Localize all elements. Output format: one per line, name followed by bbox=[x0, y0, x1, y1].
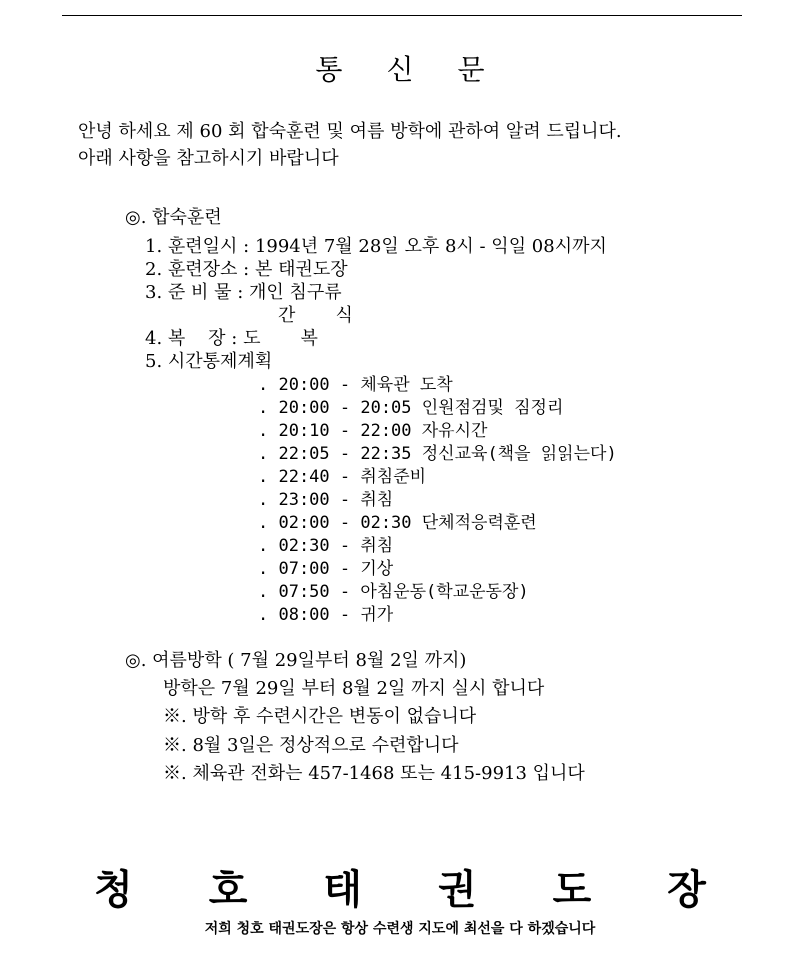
schedule-row: . 02:00 - 02:30 단체적응력훈련 bbox=[258, 513, 537, 533]
vacation-note: ※. 체육관 전화는 457-1468 또는 415-9913 입니다 bbox=[163, 763, 585, 784]
schedule-row: . 20:10 - 22:00 자유시간 bbox=[258, 421, 488, 441]
section-heading-camp: ◎. 합숙훈련 bbox=[125, 207, 222, 228]
vacation-note: ※. 방학 후 수련시간은 변동이 없습니다 bbox=[163, 706, 477, 727]
intro-line-1: 안녕 하세요 제 60 회 합숙훈련 및 여름 방학에 관하여 알려 드립니다. bbox=[78, 121, 622, 142]
schedule-row: . 20:00 - 체육관 도착 bbox=[258, 375, 453, 395]
dojang-name-char: 장 bbox=[667, 867, 706, 913]
intro-line-2: 아래 사항을 참고하시기 바랍니다 bbox=[78, 148, 339, 169]
schedule-row: . 02:30 - 취침 bbox=[258, 536, 394, 556]
section-heading-vacation: ◎. 여름방학 ( 7월 29일부터 8월 2일 까지) bbox=[125, 650, 467, 671]
page-title bbox=[0, 48, 800, 88]
schedule-row: . 07:50 - 아침운동(학교운동장) bbox=[258, 582, 529, 602]
dojang-name-char: 권 bbox=[438, 867, 477, 913]
camp-item-supplies: 3. 준 비 물 : 개인 침구류 bbox=[145, 282, 342, 303]
dojang-name-char: 호 bbox=[208, 867, 248, 913]
vacation-line: 방학은 7월 29일 부터 8월 2일 까지 실시 합니다 bbox=[163, 678, 545, 699]
title-char: 신 bbox=[386, 53, 414, 86]
schedule-row: . 23:00 - 취침 bbox=[258, 490, 394, 510]
camp-item-snacks: 간 식 bbox=[278, 305, 353, 326]
schedule-row: . 22:05 - 22:35 정신교육(책을 읽읽는다) bbox=[258, 444, 617, 464]
schedule-row: . 07:00 - 기상 bbox=[258, 559, 394, 579]
title-char: 문 bbox=[457, 53, 485, 86]
camp-item-schedule-heading: 5. 시간통제계획 bbox=[145, 351, 273, 372]
footer-motto: 저희 청호 태권도장은 항상 수련생 지도에 최선을 다 하겠습니다 bbox=[204, 921, 596, 937]
dojang-name bbox=[0, 858, 800, 915]
schedule-row: . 20:00 - 20:05 인원점검및 짐정리 bbox=[258, 398, 564, 418]
camp-item-uniform: 4. 복 장 : 도 복 bbox=[145, 328, 318, 349]
top-rule bbox=[62, 15, 742, 16]
camp-item-date: 1. 훈련일시 : 1994년 7월 28일 오후 8시 - 익일 08시까지 bbox=[145, 236, 607, 257]
dojang-name-char: 태 bbox=[323, 867, 362, 913]
vacation-note: ※. 8월 3일은 정상적으로 수련합니다 bbox=[163, 735, 459, 756]
dojang-name-char: 도 bbox=[552, 867, 592, 913]
dojang-name-char: 청 bbox=[94, 867, 133, 913]
schedule-row: . 08:00 - 귀가 bbox=[258, 605, 394, 625]
title-char: 통 bbox=[315, 53, 343, 86]
schedule-row: . 22:40 - 취침준비 bbox=[258, 467, 427, 487]
camp-item-place: 2. 훈련장소 : 본 태권도장 bbox=[145, 259, 348, 280]
